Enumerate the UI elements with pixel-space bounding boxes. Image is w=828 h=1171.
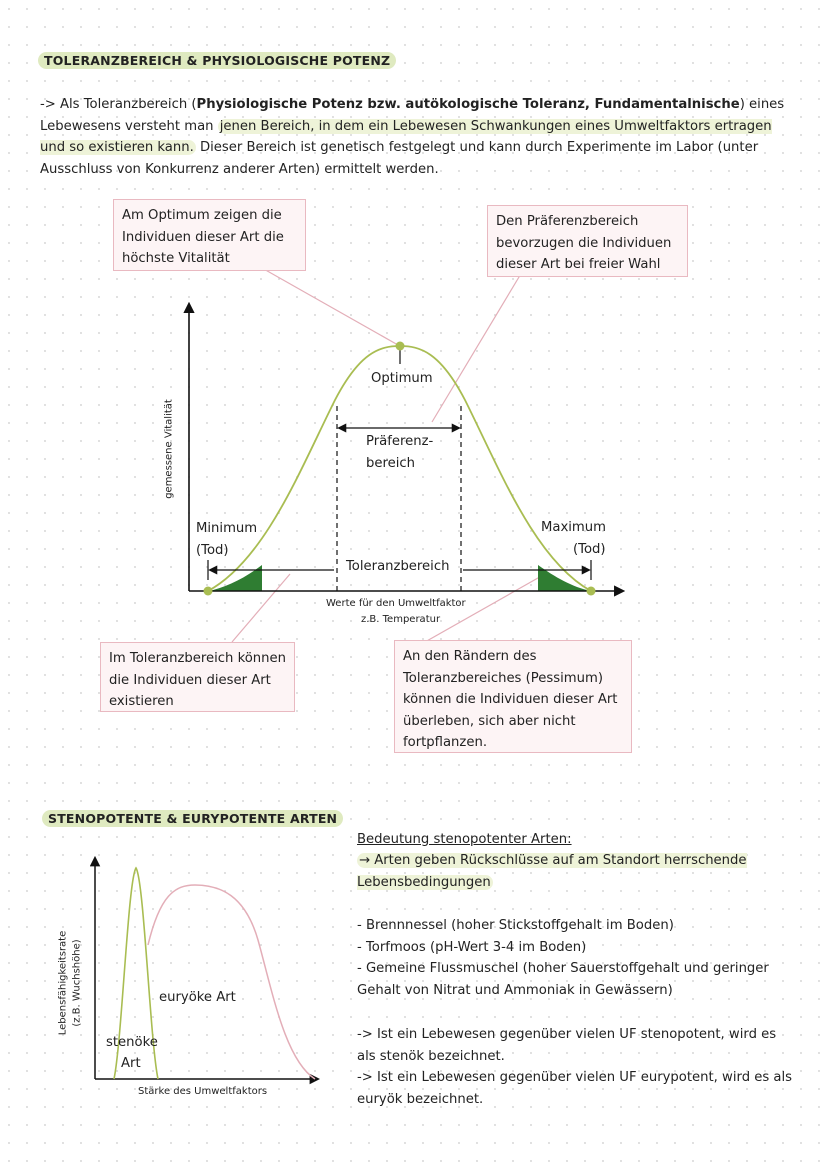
intro-bold-terms: Physiologische Potenz bzw. autökologische Toleranz, Fundamentalnische [196, 97, 740, 112]
list-item: - Torfmoos (pH-Wert 3-4 im Boden) [357, 939, 587, 955]
list-item: - Brennnessel (hoher Stickstoffgehalt im Boden) [357, 918, 674, 933]
optimum-label: Optimum [371, 371, 433, 386]
steno-label-1: stenöke [106, 1035, 158, 1050]
pessimum-note-box: An den Rändern des Toleranzbereiches (Pessimum) können die Individuen dieser Art überleben, sich aber nicht fortpflanzen. [394, 640, 632, 753]
maximum-label: Maximum [541, 520, 606, 535]
eury-label: euryöke Art [159, 990, 236, 1005]
y-axis-2-label-2: (z.B. Wuchshöhe) [71, 939, 83, 1027]
importance-text: → Arten geben Rückschlüsse auf am Standort herrschende Lebensbedingungen [357, 853, 747, 890]
section-heading-steno-eury: STENOPOTENTE & EURYPOTENTE ARTEN [42, 810, 343, 827]
intro-prefix: -> Als Toleranzbereich ( [40, 97, 197, 112]
list-item: -> Ist ein Lebewesen gegenüber vielen UF stenopotent, wird es als stenök bezeichnet. [357, 1027, 777, 1064]
preference-label-1: Präferenz- [366, 434, 434, 449]
tolerance-label: Toleranzbereich [343, 556, 452, 577]
optimum-note-box: Am Optimum zeigen die Individuen dieser Art die höchste Vitalität [113, 199, 306, 271]
section-heading-tolerance: TOLERANZBEREICH & PHYSIOLOGISCHE POTENZ [38, 52, 396, 69]
intro-rest: Dieser Bereich ist genetisch festgelegt und kann durch Experimente im Labor (unter Ausschluss von Konkurrenz anderer Arten) ermittelt werden. [40, 140, 759, 177]
minimum-label: Minimum [196, 521, 258, 536]
x-axis-2-label: Stärke des Umweltfaktors [138, 1086, 268, 1097]
notes-list [357, 1024, 797, 1110]
x-axis-label: Werte für den Umweltfaktor [326, 598, 466, 609]
list-item: - Gemeine Flussmuschel (hoher Sauerstoffgehalt und geringer Gehalt von Nitrat und Ammoniak in Gewässern) [357, 961, 769, 998]
importance-title: Bedeutung stenopotenter Arten: [357, 832, 572, 847]
y-axis-2-label-1: Lebensfähigkeitsrate [57, 930, 69, 1036]
minimum-sub-label: (Tod) [196, 543, 229, 558]
maximum-sub-label: (Tod) [573, 542, 606, 557]
list-item: -> Ist ein Lebewesen gegenüber vielen UF eurypotent, wird es als euryök bezeichnet. [357, 1070, 793, 1107]
eury-curve [148, 885, 315, 1079]
tolerance-note-box: Im Toleranzbereich können die Individuen dieser Art existieren [100, 642, 295, 712]
x-axis-sublabel: z.B. Temperatur [361, 614, 441, 625]
preference-note-box: Den Präferenzbereich bevorzugen die Individuen dieser Art bei freier Wahl [487, 205, 688, 277]
intro-mid: ) eines Lebewesens versteht man [40, 97, 785, 134]
preference-label-2: bereich [366, 456, 416, 471]
steno-label-2: Art [121, 1056, 141, 1071]
examples-list [357, 915, 797, 1001]
intro-highlight: jenen Bereich, in dem ein Lebewesen Schwankungen eines Umweltfaktors ertragen und so existieren kann. [40, 118, 772, 155]
y-axis-label: gemessene Vitalität [163, 399, 175, 499]
